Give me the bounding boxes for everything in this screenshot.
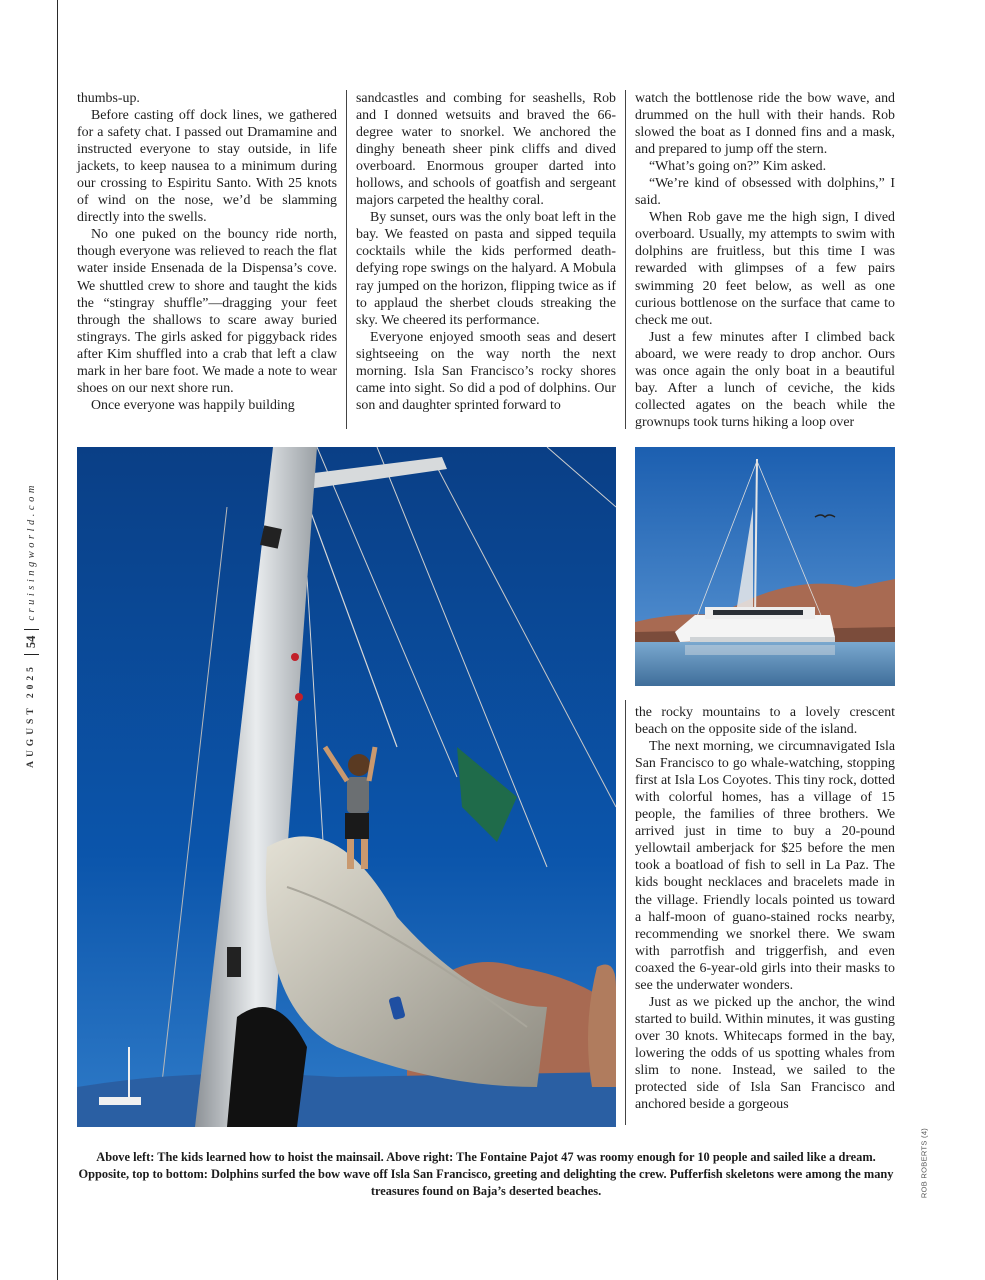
photo-credit <box>917 1128 931 1198</box>
paragraph: When Rob gave me the high sign, I dived overboard. Usually, my attempts to swim with dolphins are fruitless, but this time I was rewarded with glimpses of a few pairs swimming 20 feet below, as well as one curious bottlenose on the surface that came to check me out. <box>635 210 895 328</box>
paragraph: No one puked on the bouncy ride north, though everyone was relieved to reach the flat water inside Ensenada de la Dispensa’s cove. We shuttled crew to shore and taught the kids the “stingray shuffle”—dragging your feet through the shallows to scare away buried stingrays. The girls asked for piggyback rides after Kim shuffled into a crab that left a claw mark in her bare foot. We made a note to wear shoes on our next shore run. <box>77 227 337 396</box>
paragraph: “What’s going on?” Kim asked. <box>649 159 827 175</box>
photo-mainsail-hoist <box>77 447 616 1127</box>
column-rule-1 <box>346 90 347 429</box>
article-column-3 <box>635 90 895 431</box>
issue-date: AUGUST 2025 <box>26 663 36 768</box>
paragraph: “We’re kind of obsessed with dolphins,” I said. <box>635 176 895 209</box>
paragraph: Just a few minutes after I climbed back aboard, we were ready to drop anchor. Ours was once again the only boat in a beautiful bay. After a lunch of ceviche, the kids collected agates on the beach while the grownups took turns hiking a loop over <box>635 329 895 430</box>
paragraph: sandcastles and combing for seashells, Rob and I donned wetsuits and braved the 66-degree water to snorkel. We anchored the dinghy beneath sheer pink cliffs and dived overboard. Enormous grouper darted into hollows, and schools of goatfish and sergeant majors carpeted the healthy coral. <box>356 91 616 209</box>
column-rule-3 <box>625 700 626 1125</box>
article-column-3-continued <box>635 704 895 1113</box>
paragraph: The next morning, we circumnavigated Isla San Francisco to go whale-watching, stopping first at Isla Los Coyotes. This tiny rock, dotted with colorful homes, has a village of 15 people, the families of three brothers. We arrived just in time to buy a 20-pound yellowtail amberjack for $25 before the men took a boatload of fish to sell in La Paz. The kids bought necklaces and bracelets made in the village. Friendly locals pointed us toward a half-moon of guano-stained rocks nearby, recommending we snorkel there. We swam with parrotfish and triggerfish, and even coaxed the 6-year-old girls into their masks to see the underwater wonders. <box>635 739 895 993</box>
paragraph: By sunset, ours was the only boat left in the bay. We feasted on pasta and sipped tequila cocktails while the kids performed death-defying rope swings on the halyard. A Mobula ray jumped on the horizon, flipping twice as if to applaud the sherbet clouds streaking the sky. We cheered its performance. <box>356 210 616 328</box>
page-number: 54 <box>24 629 39 656</box>
photo-caption: Above left: The kids learned how to hoist the mainsail. Above right: The Fontaine Pajot 47 was roomy enough for 10 people and sailed like a dream. Opposite, top to bottom: Dolphins surfed the bow wave off Isla San Francisco, greeting and delighting the crew. Pufferfish skeletons were among the many treasures found on Baja’s deserted beaches. <box>78 1150 894 1199</box>
article-column-1 <box>77 90 337 414</box>
page-folio <box>20 470 42 780</box>
paragraph: Before casting off dock lines, we gathered for a safety chat. I passed out Dramamine and instructed everyone to stay outside, in life jackets, to keep nausea to a minimum during our crossing to Espiritu Santo. With 25 knots of wind on the nose, we’d be slamming directly into the swells. <box>77 108 337 226</box>
photo-credit-text: ROB ROBERTS (4) <box>919 1127 929 1199</box>
website-name: cruisingworld.com <box>25 482 37 621</box>
paragraph: watch the bottlenose ride the bow wave, and drummed on the hull with their hands. Rob slowed the boat as I donned fins and a mask, and prepared to jump off the stern. <box>635 91 895 158</box>
paragraph: Once everyone was happily building <box>91 397 295 413</box>
catamaran-photo-illustration <box>635 447 895 686</box>
photo-catamaran-anchored <box>635 447 895 686</box>
paragraph: Just as we picked up the anchor, the wind started to build. Within minutes, it was gusting over 30 knots. Whitecaps formed in the bay, lowering the odds of us spotting whales from slim to none. Instead, we sailed to the protected side of Isla San Francisco and anchored beside a gorgeous <box>635 994 895 1113</box>
column-rule-2 <box>625 90 626 429</box>
mainsail-photo-illustration <box>77 447 616 1127</box>
paragraph: the rocky mountains to a lovely crescent beach on the opposite side of the island. <box>635 705 895 738</box>
article-column-2 <box>356 90 616 414</box>
paragraph: Everyone enjoyed smooth seas and desert sightseeing on the way north the next morning. Isla San Francisco’s rocky shores came into sight. So did a pod of dolphins. Our son and daughter sprinted forward to <box>356 329 616 413</box>
gutter-rule <box>57 0 58 1280</box>
paragraph: thumbs-up. <box>77 91 140 106</box>
